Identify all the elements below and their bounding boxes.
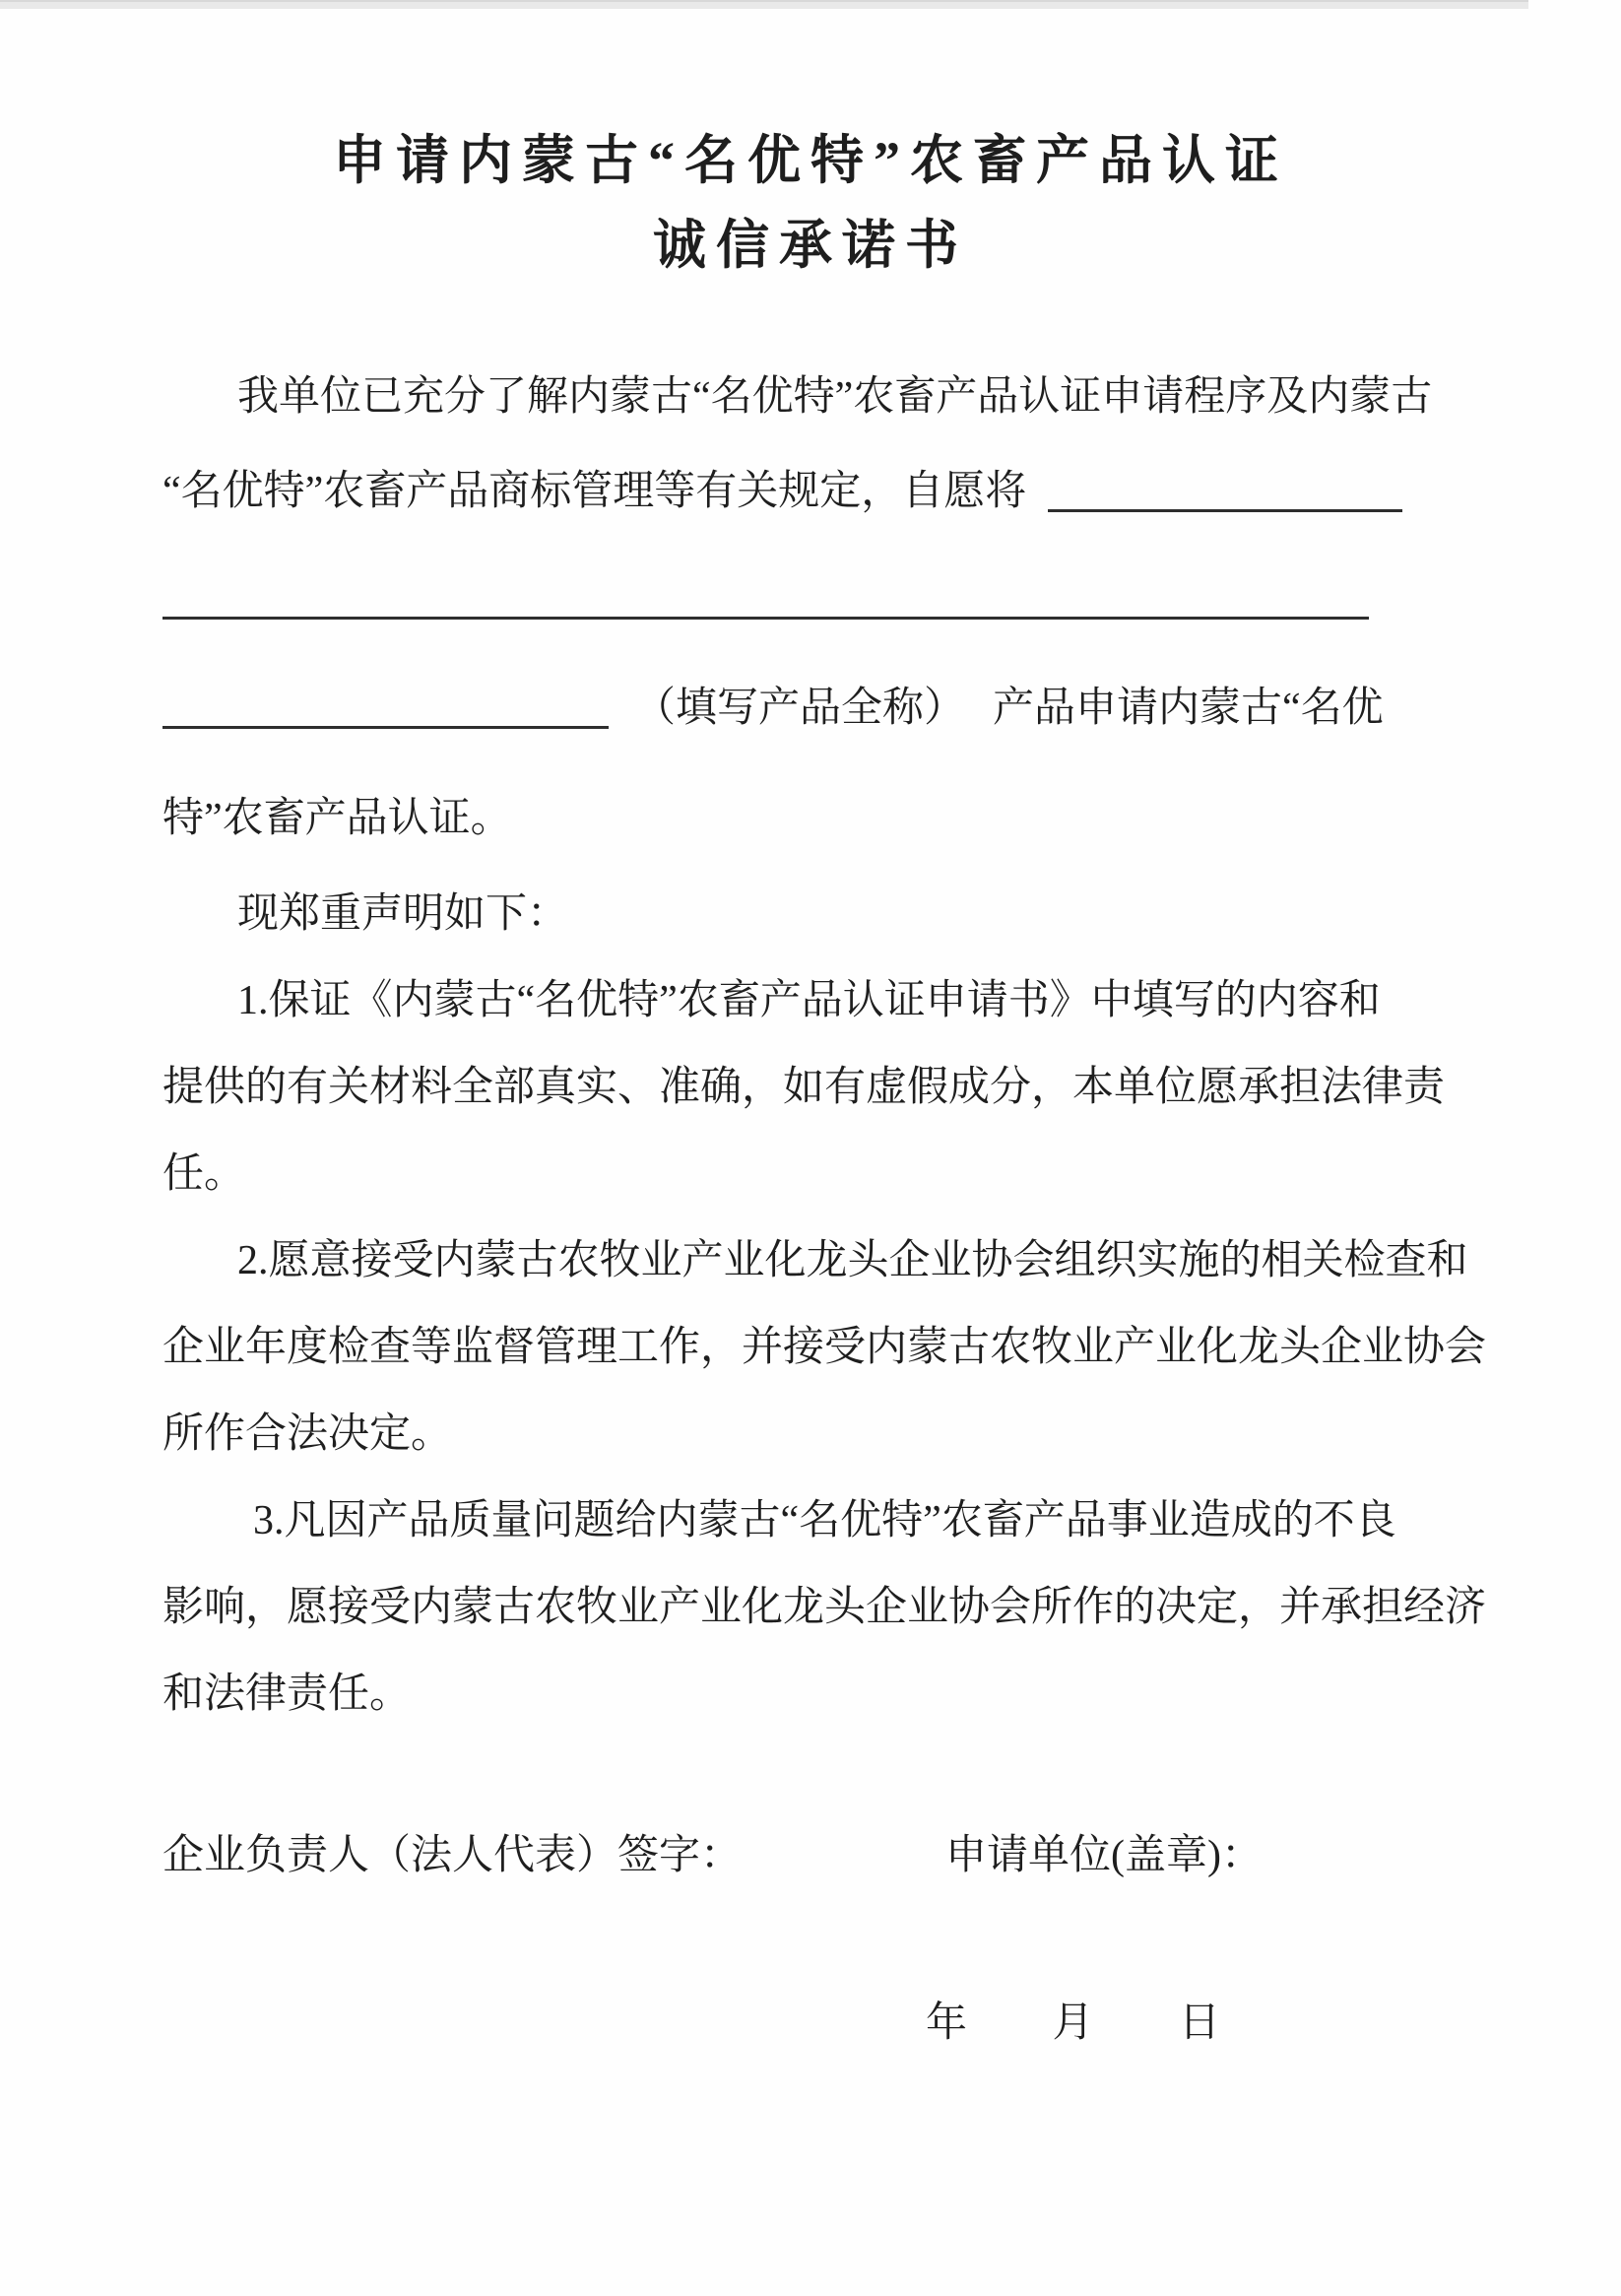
intro-line-1: 我单位已充分了解内蒙古“名优特”农畜产品认证申请程序及内蒙古 bbox=[237, 374, 1433, 420]
month-label: 月 bbox=[1052, 2001, 1094, 2046]
intro-line-4-rest: 产品申请内蒙古“名优 bbox=[993, 686, 1384, 731]
item-1-line-3: 任。 bbox=[162, 1151, 246, 1197]
fill-hint-text: （填写产品全称） bbox=[634, 686, 966, 731]
product-name-blank-2 bbox=[162, 617, 1369, 620]
intro-line-2 bbox=[162, 444, 1459, 539]
date-row bbox=[162, 1980, 1459, 2066]
intro-line-2-text: “名优特”农畜产品商标管理等有关规定，自愿将 bbox=[162, 469, 1027, 514]
item-3-line-2: 影响，愿接受内蒙古农牧业产业化龙头企业协会所作的决定，并承担经济 bbox=[162, 1585, 1487, 1630]
applicant-unit-seal-label: 申请单位(盖章)： bbox=[945, 1833, 1263, 1878]
declaration-item-1 bbox=[162, 957, 1459, 1217]
item-3-line-3: 和法律责任。 bbox=[162, 1672, 412, 1717]
legal-representative-signature-label: 企业负责人（法人代表）签字： bbox=[162, 1833, 743, 1878]
item-3-line-1: 3.凡因产品质量问题给内蒙古“名优特”农畜产品事业造成的不良 bbox=[253, 1498, 1396, 1543]
product-name-blank-3 bbox=[162, 685, 609, 729]
product-name-blank-1 bbox=[1048, 468, 1402, 512]
document-title bbox=[0, 118, 1621, 288]
declaration-heading: 现郑重声明如下： bbox=[237, 891, 569, 937]
intro-line-5: 特”农畜产品认证。 bbox=[162, 796, 512, 841]
scan-edge-artifact bbox=[0, 0, 1528, 9]
declaration-item-3 bbox=[162, 1477, 1487, 1738]
item-1-line-1: 1.保证《内蒙古“名优特”农畜产品认证申请书》中填写的内容和 bbox=[237, 978, 1381, 1023]
intro-blank-row bbox=[162, 539, 1459, 633]
item-2-line-1: 2.愿意接受内蒙古农牧业产业化龙头企业协会组织实施的相关检查和 bbox=[237, 1238, 1468, 1283]
declaration-item-2 bbox=[162, 1217, 1487, 1477]
title-line-2: 诚信承诺书 bbox=[653, 216, 968, 275]
signature-row bbox=[162, 1812, 1459, 1899]
item-2-line-2: 企业年度检查等监督管理工作，并接受内蒙古农牧业产业化龙头企业协会 bbox=[162, 1325, 1487, 1370]
document-body bbox=[162, 350, 1487, 2066]
item-1-line-2: 提供的有关材料全部真实、准确，如有虚假成分，本单位愿承担法律责 bbox=[162, 1065, 1446, 1110]
item-2-line-3: 所作合法决定。 bbox=[162, 1411, 453, 1457]
day-label: 日 bbox=[1179, 2001, 1221, 2046]
year-label: 年 bbox=[926, 2001, 968, 2046]
intro-line-4 bbox=[162, 661, 1459, 755]
title-line-1: 申请内蒙古“名优特”农畜产品认证 bbox=[333, 131, 1288, 190]
